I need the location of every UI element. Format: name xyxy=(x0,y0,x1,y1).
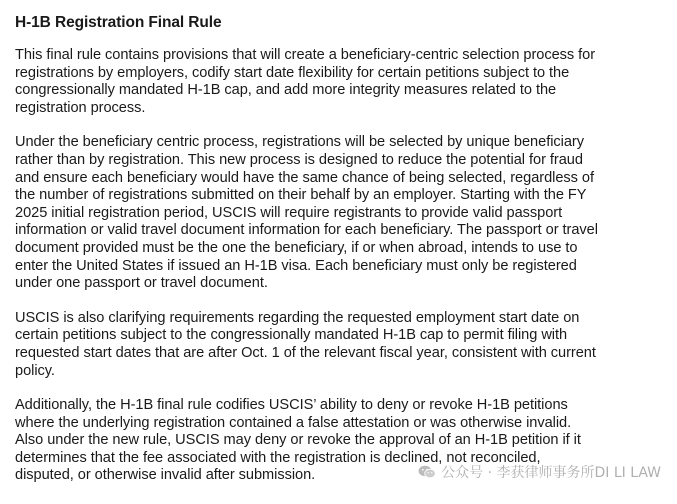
wechat-icon xyxy=(418,465,436,479)
paragraph-line: This final rule contains provisions that will create a beneficiary-centric selection process for xyxy=(15,47,596,63)
paragraph-start-date xyxy=(15,310,667,380)
paragraph-line: the number of registrations submitted on their behalf by an employer. Starting with the FY xyxy=(15,187,587,204)
paragraph-line: rather than by registration. This new process is designed to reduce the potential for fraud xyxy=(15,151,583,168)
paragraph-line: under one passport or travel document. xyxy=(15,275,268,292)
paragraph-line: USCIS is also clarifying requirements regarding the requested employment start date on xyxy=(15,309,580,326)
document-title: H-1B Registration Final Rule xyxy=(15,14,222,31)
paragraph-line: where the underlying registration contained a false attestation or was otherwise invalid. xyxy=(15,414,572,431)
paragraph-line: Additionally, the H-1B final rule codifies USCIS’ ability to deny or revoke H-1B petitions xyxy=(15,397,568,414)
paragraph-line: document provided must be the one the beneficiary, if or when abroad, intends to use to xyxy=(15,239,578,256)
paragraph-line: policy. xyxy=(15,362,55,379)
paragraph-line: registration process. xyxy=(15,99,146,116)
paragraph-line: disputed, or otherwise invalid after submission. xyxy=(15,467,316,484)
paragraph-line: Under the beneficiary centric process, registrations will be selected by unique beneficiary xyxy=(15,134,584,151)
paragraph-line: enter the United States if issued an H-1B visa. Each beneficiary must only be registered xyxy=(15,257,577,274)
document xyxy=(15,13,667,502)
paragraph-line: registrations by employers, codify start date flexibility for certain petitions subject to the xyxy=(15,64,570,81)
paragraph-line: 2025 initial registration period, USCIS will require registrants to provide valid passport xyxy=(15,204,563,221)
paragraph-line: information or valid travel document information for each beneficiary. The passport or travel xyxy=(15,222,598,239)
watermark xyxy=(418,462,661,482)
paragraph-line: and ensure each beneficiary would have the same chance of being selected, regardless of xyxy=(15,169,594,186)
paragraph-selection-process xyxy=(15,47,667,117)
paragraph-line: congressionally mandated H-1B cap, and add more integrity measures related to the xyxy=(15,82,557,99)
paragraph-line: certain petitions subject to the congressionally mandated H-1B cap to permit filing with xyxy=(15,327,568,344)
paragraph-beneficiary-centric xyxy=(15,134,667,292)
paragraph-line: Also under the new rule, USCIS may deny or revoke the approval of an H-1B petition if it xyxy=(15,432,581,449)
paragraph-line: determines that the fee associated with the registration is declined, not reconciled, xyxy=(15,449,541,466)
paragraph-line: requested start dates that are after Oct. 1 of the relevant fiscal year, consistent with current xyxy=(15,344,596,361)
watermark-text: 公众号 · 李获律师事务所DI LI LAW xyxy=(441,465,661,481)
